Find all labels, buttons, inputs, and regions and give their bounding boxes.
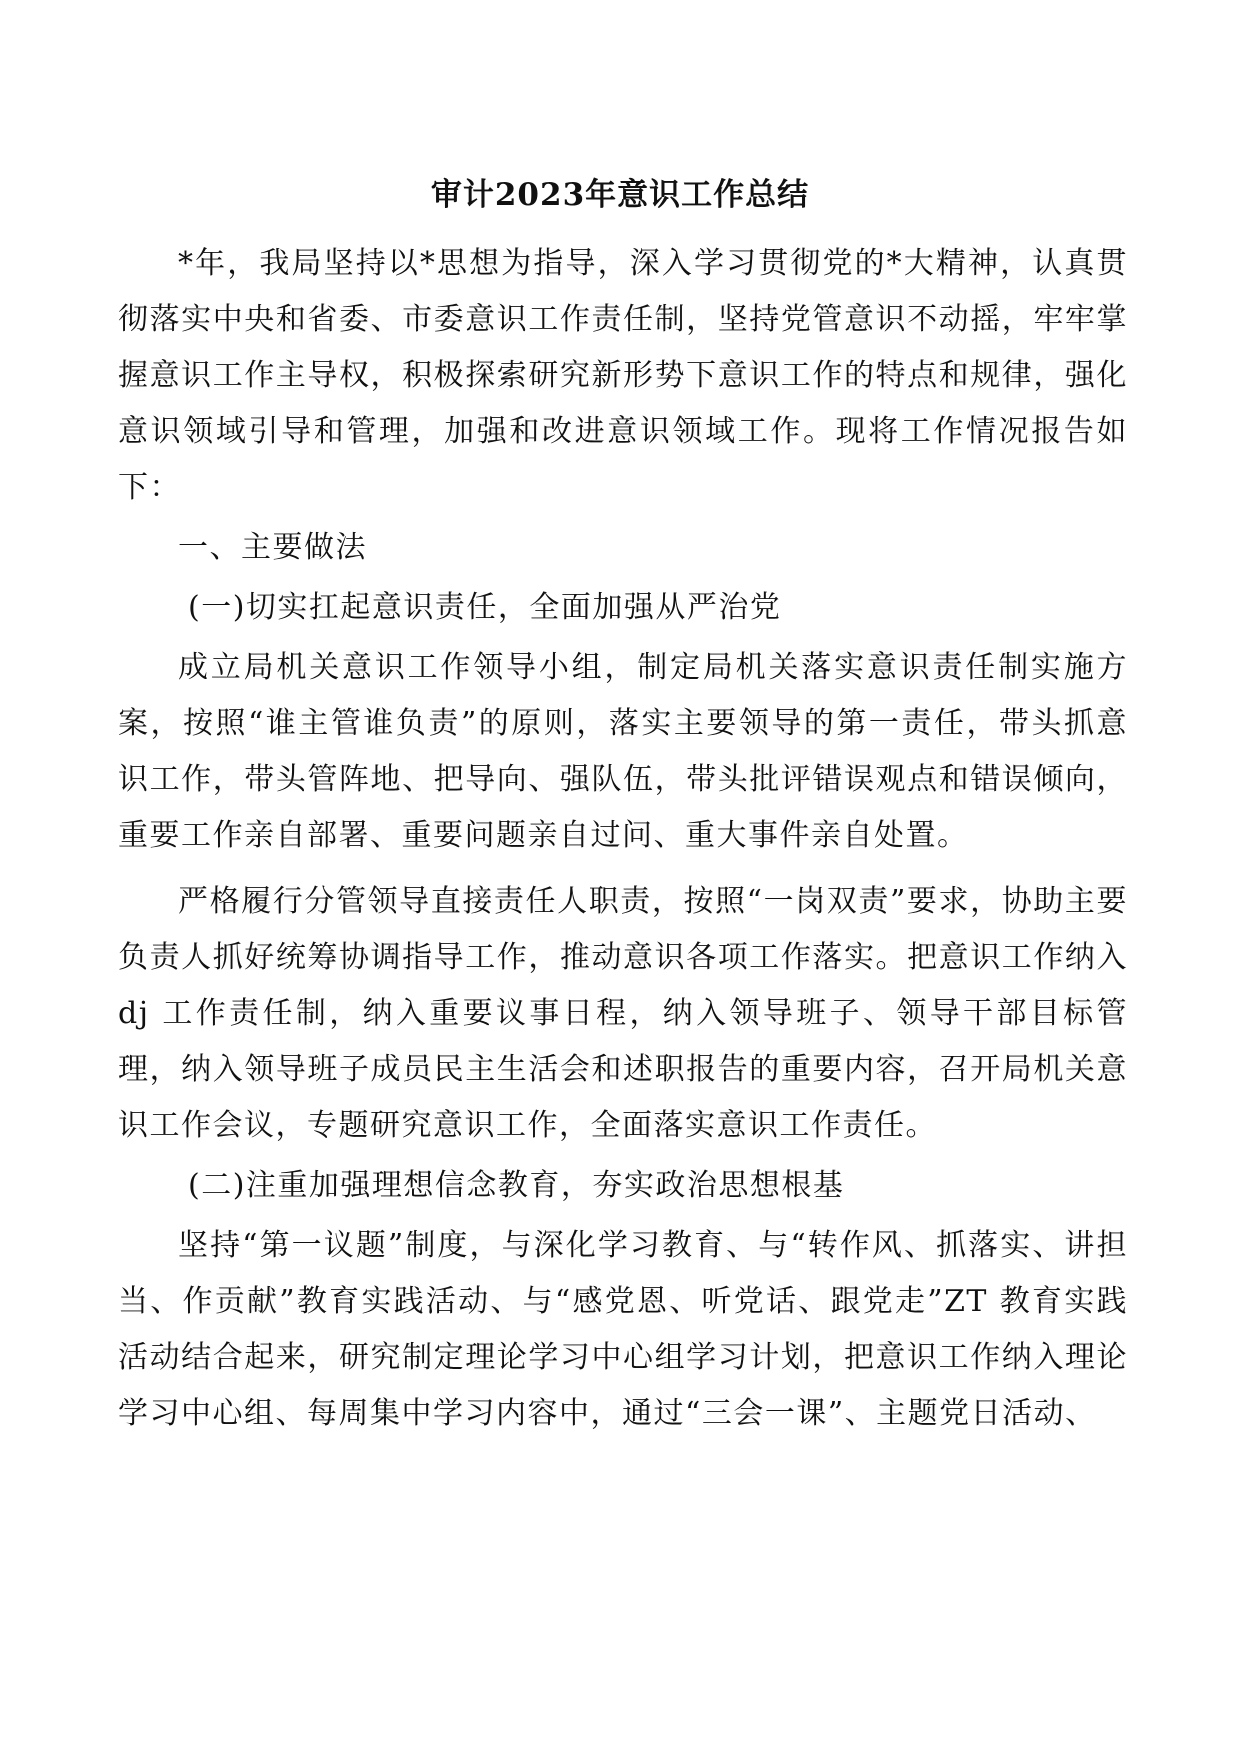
intro-paragraph: *年，我局坚持以*思想为指导，深入学习贯彻党的*大精神，认真贯彻落实中央和省委、市委意识工作责任制，坚持党管意识不动摇，牢牢掌握意识工作主导权，积极探索研究新形势下意识工作的特点和规律，强化意识领域引导和管理，加强和改进意识领域工作。现将工作情况报告如下：: [118, 246, 1128, 505]
spacer: [118, 864, 1128, 874]
sub1-paragraph-1: 成立局机关意识工作领导小组，制定局机关落实意识责任制实施方案，按照“谁主管谁负责”的原则，落实主要领导的第一责任，带头抓意识工作，带头管阵地、把导向、强队伍，带头批评错误观点和错误倾向，重要工作亲自部署、重要问题亲自过问、重大事件亲自处置。: [118, 650, 1128, 853]
sub-heading-1: (一)切实扛起意识责任，全面加强从严治党: [188, 590, 782, 625]
section-heading-1: 一、主要做法: [178, 530, 367, 565]
sub1-paragraph-2: 严格履行分管领导直接责任人职责，按照“一岗双责”要求，协助主要负责人抓好统筹协调指导工作，推动意识各项工作落实。把意识工作纳入dj 工作责任制，纳入重要议事日程，纳入领导班子、领导干部目标管理，纳入领导班子成员民主生活会和述职报告的重要内容，召开局机关意识工作会议，专题研究意识工作，全面落实意识工作责任。: [118, 884, 1128, 1143]
sub2-paragraph-1: 坚持“第一议题”制度，与深化学习教育、与“转作风、抓落实、讲担当、作贡献”教育实践活动、与“感党恩、听党话、跟党走”ZT 教育实践活动结合起来，研究制定理论学习中心组学习计划，把意识工作纳入理论学习中心组、每周集中学习内容中，通过“三会一课”、主题党日活动、: [118, 1228, 1128, 1431]
sub-heading-2: (二)注重加强理想信念教育，夯实政治思想根基: [188, 1168, 845, 1203]
document-body: [118, 236, 1128, 1442]
document-title: 审计2023年意识工作总结: [430, 177, 810, 213]
